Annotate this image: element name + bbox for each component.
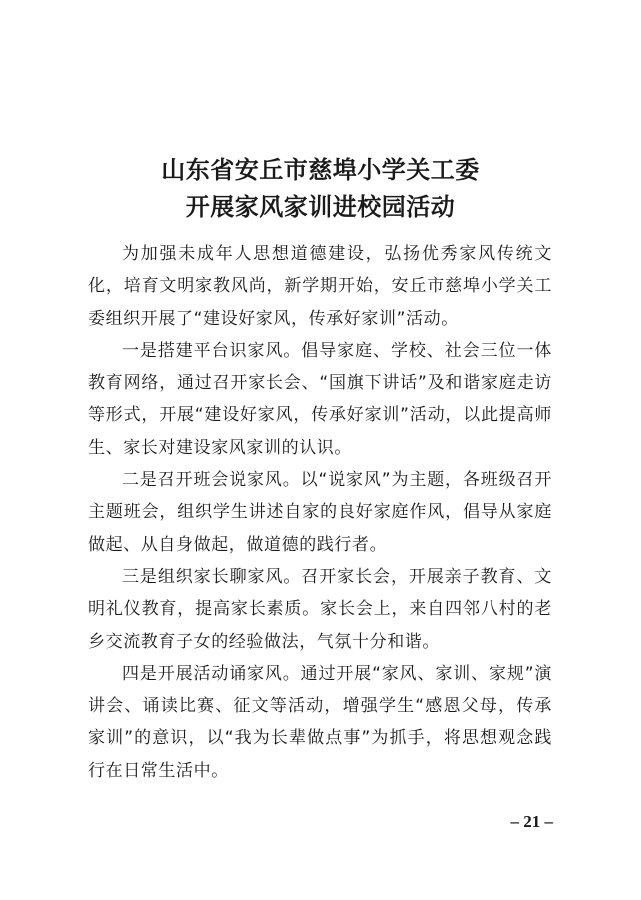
paragraph-second: 二是召开班会说家风。以“说家风”为主题，各班级召开主题班会，组织学生讲述自家的良好家庭作风，倡导从家庭做起、从自身做起，做道德的践行者。 (88, 470, 552, 555)
paragraph-intro: 为加强未成年人思想道德建设，弘扬优秀家风传统文化，培育文明家教风尚，新学期开始，安丘市慈埠小学关工委组织开展了“建设好家风，传承好家训”活动。 (88, 244, 552, 329)
paragraph-first: 一是搭建平台识家风。倡导家庭、学校、社会三位一体教育网络，通过召开家长会、“国旗下讲话”及和谐家庭走访等形式，开展“建设好家风，传承好家训”活动，以此提高师生、家长对建设家风家训的认识。 (88, 340, 552, 458)
article-body (88, 238, 552, 787)
paragraph-third: 三是组织家长聊家风。召开家长会，开展亲子教育、文明礼仪教育，提高家长素质。家长会上，来自四邻八村的老乡交流教育子女的经验做法，气氛十分和谐。 (88, 566, 552, 652)
page-number: – 21 – (510, 812, 553, 831)
page-title-line-1: 山东省安丘市慈埠小学关工委 (161, 155, 480, 184)
paragraph-fourth: 四是开展活动诵家风。通过开展“家风、家训、家规”演讲会、诵读比赛、征文等活动，增强学生“感恩父母，传承家训”的意识，以“我为长辈做点事”为抓手，将思想观念践行在日常生活中。 (88, 663, 552, 781)
page-title-line-2: 开展家风家训进校园活动 (185, 192, 456, 221)
